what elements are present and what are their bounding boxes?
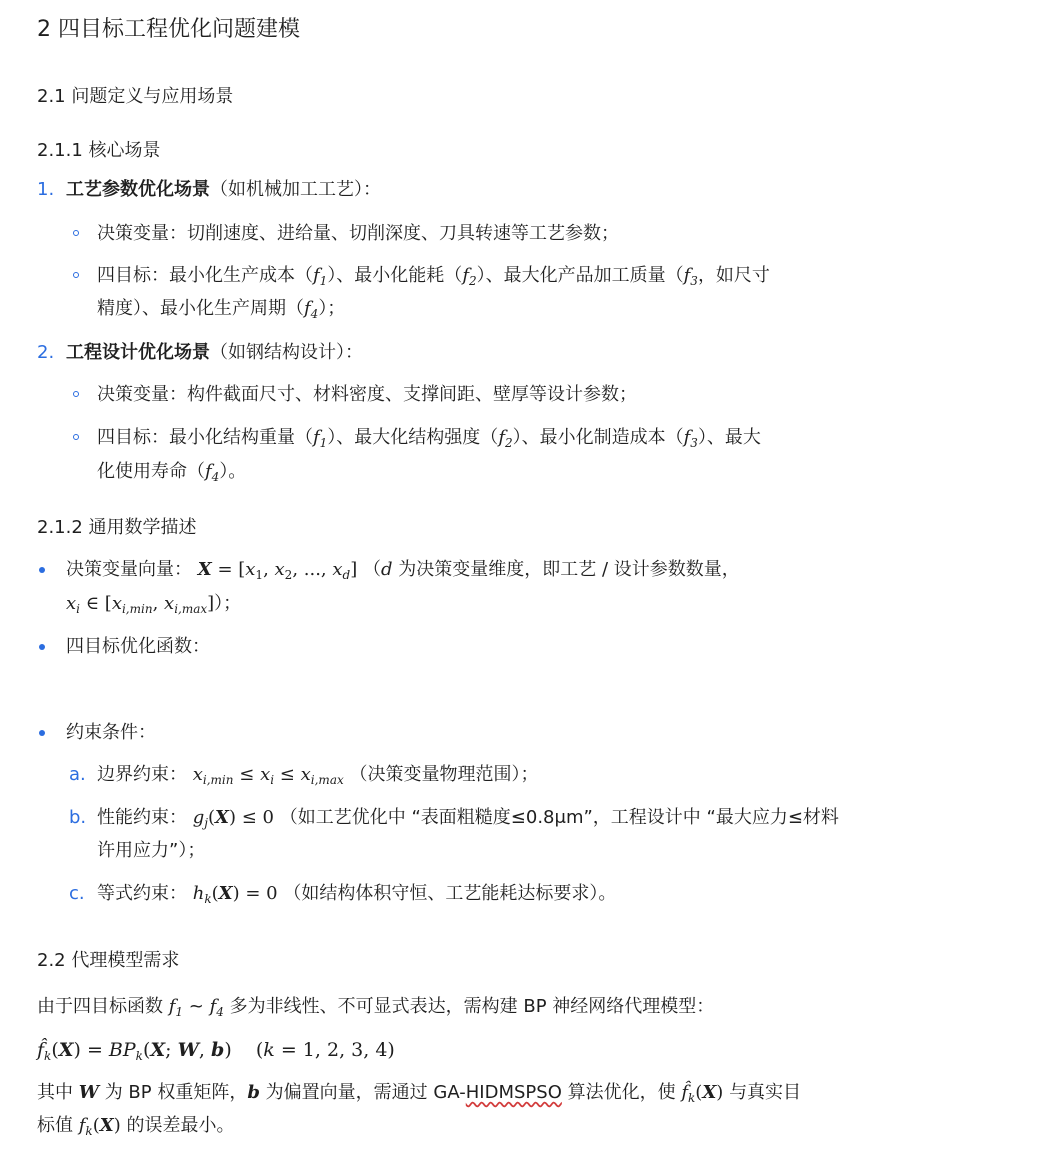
constraints-label: 约束条件： xyxy=(66,722,156,743)
text: （ xyxy=(362,559,381,580)
section-heading-2: 2 四目标工程优化问题建模 xyxy=(37,17,300,42)
text: ）、最大 xyxy=(697,427,761,448)
list-number-2: 2. xyxy=(37,342,55,363)
circle-bullet-icon xyxy=(73,230,79,236)
text: 为偏置向量，需通过 GA- xyxy=(265,1082,466,1103)
list-item-1 xyxy=(66,177,381,203)
item2-objectives-line1: 四目标：最小化结构重量$(f_1)$、最大化结构强度$(f_2)$、最小化制造成本$(f_3)$、最大 xyxy=(97,427,761,450)
text: 四目标：最小化结构重量（ xyxy=(97,427,313,448)
text: 为决策变量维度，即工艺 / 设计参数数量， xyxy=(398,559,740,580)
constraint-performance-line2: 许用应力”）； xyxy=(97,840,206,861)
text: ，如尺寸 xyxy=(697,265,770,286)
circle-bullet-icon xyxy=(73,391,79,397)
paragraph-surrogate-intro: 由于四目标函数 $f_1$ ~ $f_4$ 多为非线性、不可显式表达，需构建 BP 神经网络代理模型： xyxy=(37,996,715,1019)
text: 标值 xyxy=(37,1115,73,1136)
constraint-equality: 等式约束： $h_k(X) = 0$ （如结构体积守恒、工艺能耗达标要求）。 xyxy=(97,883,617,906)
list-item-2-desc: （如钢结构设计）： xyxy=(210,342,363,363)
bullet-icon xyxy=(39,567,45,573)
list-item-2-title: 工程设计优化场景 xyxy=(66,342,210,363)
text: 多为非线性、不可显式表达，需构建 BP 神经网络代理模型： xyxy=(229,996,715,1017)
text: ）。 xyxy=(219,461,247,482)
constraint-label-c: c. xyxy=(69,883,85,904)
spellcheck-word: HIDMSPSO xyxy=(465,1082,562,1103)
text: 算法优化，使 xyxy=(567,1082,676,1103)
section-heading-2-1-2: 2.1.2 通用数学描述 xyxy=(37,517,197,538)
list-number-1: 1. xyxy=(37,179,55,200)
list-item-1-desc: （如机械加工工艺）： xyxy=(210,179,381,200)
text: 边界约束： xyxy=(97,764,187,785)
item2-decision-vars: 决策变量：构件截面尺寸、材料密度、支撑间距、壁厚等设计参数； xyxy=(97,384,637,405)
list-item-2 xyxy=(66,340,363,366)
section-heading-2-1-1: 2.1.1 核心场景 xyxy=(37,140,161,161)
item1-objectives-line1: 四目标：最小化生产成本$(f_1)$、最小化能耗$(f_2)$、最大化产品加工质量（$f_3$，如尺寸 xyxy=(97,265,770,288)
text: 与真实目 xyxy=(729,1082,802,1103)
paragraph-weights-line2: 标值 $f_k(X)$ 的误差最小。 xyxy=(37,1115,235,1138)
text: 决策变量向量： xyxy=(66,559,192,580)
section-heading-2-1: 2.1 问题定义与应用场景 xyxy=(37,86,234,107)
bullet-icon xyxy=(39,644,45,650)
item1-objectives-line2: 精度）、最小化生产周期$(f_4)$； xyxy=(97,298,346,321)
decision-vector-line2: $x_i$ ∈ [$x_{i,min}$, $x_{i,max}$]）； xyxy=(66,593,242,616)
circle-bullet-icon xyxy=(73,434,79,440)
text: 四目标：最小化生产成本（ xyxy=(97,265,313,286)
text: ~ xyxy=(188,996,204,1017)
constraint-label-a: a. xyxy=(69,764,86,785)
text: 等式约束： xyxy=(97,883,187,904)
constraint-label-b: b. xyxy=(69,807,87,828)
text: 由于四目标函数 xyxy=(37,996,163,1017)
text: 化使用寿命（ xyxy=(97,461,205,482)
text: 性能约束： xyxy=(97,807,187,828)
constraint-boundary: 边界约束： $x_{i,min} \le x_i \le x_{i,max}$ （决策变量物理范围）； xyxy=(97,764,539,787)
item2-objectives-line2: 化使用寿命$(f_4)$。 xyxy=(97,461,247,484)
text: （决策变量物理范围）； xyxy=(349,764,539,785)
objective-functions-label: 四目标优化函数： xyxy=(66,636,210,657)
text: ）、最小化能耗（ xyxy=(327,265,463,286)
text: ）、最大化产品加工质量（ xyxy=(476,265,684,286)
text: ）、最小化制造成本（ xyxy=(512,427,684,448)
paragraph-weights-line1: 其中 W 为 BP 权重矩阵，b 为偏置向量，需通过 GA-HIDMSPSO 算法优化，使 $f̂_k(X)$ 与真实目 xyxy=(37,1082,802,1105)
text: ）； xyxy=(214,593,242,614)
item1-decision-vars: 决策变量：切削速度、进给量、切削深度、刀具转速等工艺参数； xyxy=(97,223,619,244)
constraint-performance-line1: 性能约束： $g_j(X) \le 0$ （如工艺优化中 “表面粗糙度≤0.8μm”，工程设计中 “最大应力≤材料 xyxy=(97,807,839,830)
text: （如工艺优化中 “表面粗糙度≤0.8μm”，工程设计中 “最大应力≤材料 xyxy=(279,807,839,828)
text: 为 BP 权重矩阵， xyxy=(104,1082,248,1103)
circle-bullet-icon xyxy=(73,272,79,278)
bullet-icon xyxy=(39,730,45,736)
decision-vector-line1: 决策变量向量： $X = [x_1$, $x_2$, ..., $x_d$] （d 为决策变量维度，即工艺 / 设计参数数量， xyxy=(66,559,740,582)
text: 精度）、最小化生产周期（ xyxy=(97,298,304,319)
list-item-1-title: 工艺参数优化场景 xyxy=(66,179,210,200)
text: 的误差最小。 xyxy=(126,1115,235,1136)
text: ）； xyxy=(318,298,346,319)
section-heading-2-2: 2.2 代理模型需求 xyxy=(37,950,180,971)
text: 其中 xyxy=(37,1082,73,1103)
text: （如结构体积守恒、工艺能耗达标要求）。 xyxy=(283,883,617,904)
text: ）、最大化结构强度（ xyxy=(327,427,499,448)
surrogate-equation: $f̂_k(X) = BP_k(X$; W, b) (k = 1, 2, 3, 4) xyxy=(37,1039,395,1063)
